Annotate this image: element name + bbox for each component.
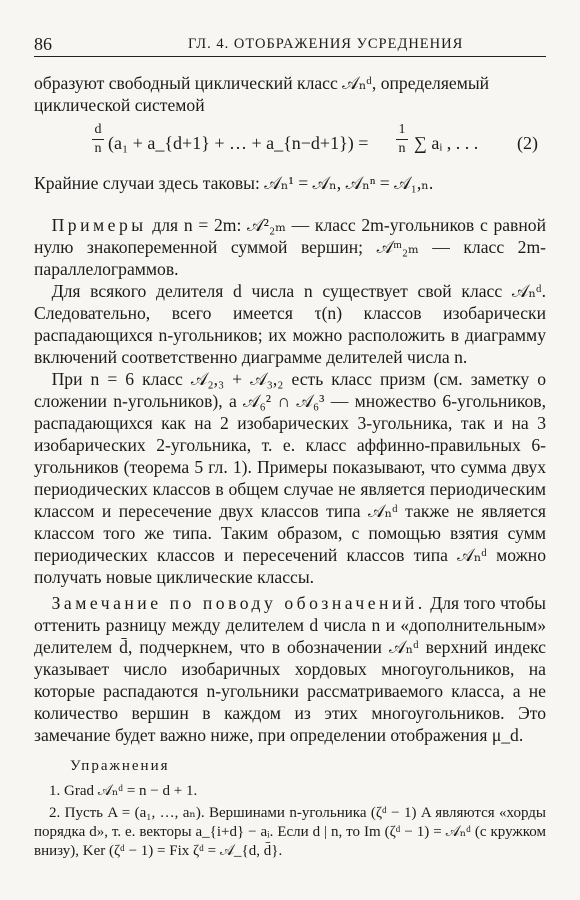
remark-text: Для того чтобы оттенить разницу между делителем d числа n и «дополнительным» делителем d̄, подчеркнем, что в обозначении 𝒜ₙᵈ верхний индекс указывает число изобаричных хордовых многоугольников, на которые распадаются n-угольники рассматриваемого класса, а не количество вершин в каждом из этих многоугольников. Это замечание будет важно ниже, при определении отображения μ_d. [34, 593, 546, 745]
running-title: ГЛ. 4. ОТОБРАЖЕНИЯ УСРЕДНЕНИЯ [188, 36, 464, 52]
intro-line-2: циклической системой [34, 95, 205, 115]
formula-rhs-fraction [396, 122, 408, 157]
exercises-heading: Упражнения [70, 758, 170, 774]
formula-lhs-fraction [92, 122, 104, 157]
page-header [34, 34, 546, 57]
examples-lead: Примеры [51, 215, 147, 235]
formula-lhs-numerator: d [94, 122, 102, 137]
page-number: 86 [34, 34, 52, 54]
formula-number: (2) [517, 133, 538, 153]
remark-paragraph [34, 592, 546, 746]
intro-text [34, 72, 546, 116]
exercise-1-text: 1. Grad 𝒜ₙᵈ = n − d + 1. [49, 783, 198, 799]
formula-lhs-body: (a₁ + a_{d+1} + … + a_{n−d+1}) = [108, 133, 369, 153]
exercise-2-text: 2. Пусть A = (a₁, …, aₙ). Вершинами n-угольника (ζᵈ − 1) A являются «хорды порядка d», т. е. векторы a_{i+d} − aᵢ. Если d | n, то Im (ζᵈ − 1) = 𝒜ₙᵈ (с кружком внизу), Ker (ζᵈ − 1) = Fix ζᵈ = 𝒜_{d, d̄}. [34, 805, 546, 859]
remark-lead: Замечание по поводу обозначений. [51, 593, 426, 613]
intro-line-1: образуют свободный циклический класс 𝒜ₙᵈ, определяемый [34, 73, 490, 93]
prism-paragraph [34, 368, 546, 588]
formula-rhs-denominator: n [398, 141, 406, 156]
divisor-text: Для всякого делителя d числа n существует свой класс 𝒜ₙᵈ. Следовательно, всего имеется τ(n) классов изобарически распадающихся n-угольников; их можно расположить в диаграмму включений соответственно диаграмме делителей числа n. [34, 281, 546, 367]
extreme-cases: Крайние случаи здесь таковы: 𝒜ₙ¹ = 𝒜ₙ, 𝒜ₙⁿ = 𝒜₁,ₙ. [34, 173, 434, 193]
formula-lhs-denominator: n [94, 141, 102, 156]
exercise-2 [34, 804, 546, 861]
formula-rhs-numerator: 1 [398, 122, 406, 137]
formula-2 [34, 120, 546, 170]
examples-text: для n = 2m: 𝒜²₂ₘ — класс 2m-угольников с равной нулю знакопеременной суммой вершин; 𝒜ᵐ₂ₘ — класс 2m-параллелограммов. [34, 215, 546, 279]
exercise-1 [34, 782, 546, 801]
examples-paragraph [34, 214, 546, 280]
prism-text: При n = 6 класс 𝒜₂,₃ + 𝒜₃,₂ есть класс призм (см. заметку о сложении n-угольников), а 𝒜₆² ∩ 𝒜₆³ — множество 6-угольников, распадающихся как на 2 изобарических 3-угольника, так и на 3 изобарических 2-угольника, т. е. класс аффинно-правильных 6-угольников (теорема 5 гл. 1). Примеры показывают, что сумма двух периодических классов в общем случае не является периодическим классом и пересечение двух классов типа 𝒜ₙᵈ также не является классом того же типа. Таким образом, с помощью взятия сумм периодических классов и пересечений классов типа 𝒜ₙᵈ можно получать новые циклические классы. [34, 369, 546, 587]
divisor-paragraph [34, 280, 546, 368]
formula-rhs-body: ∑ aᵢ , . . . [414, 133, 479, 153]
